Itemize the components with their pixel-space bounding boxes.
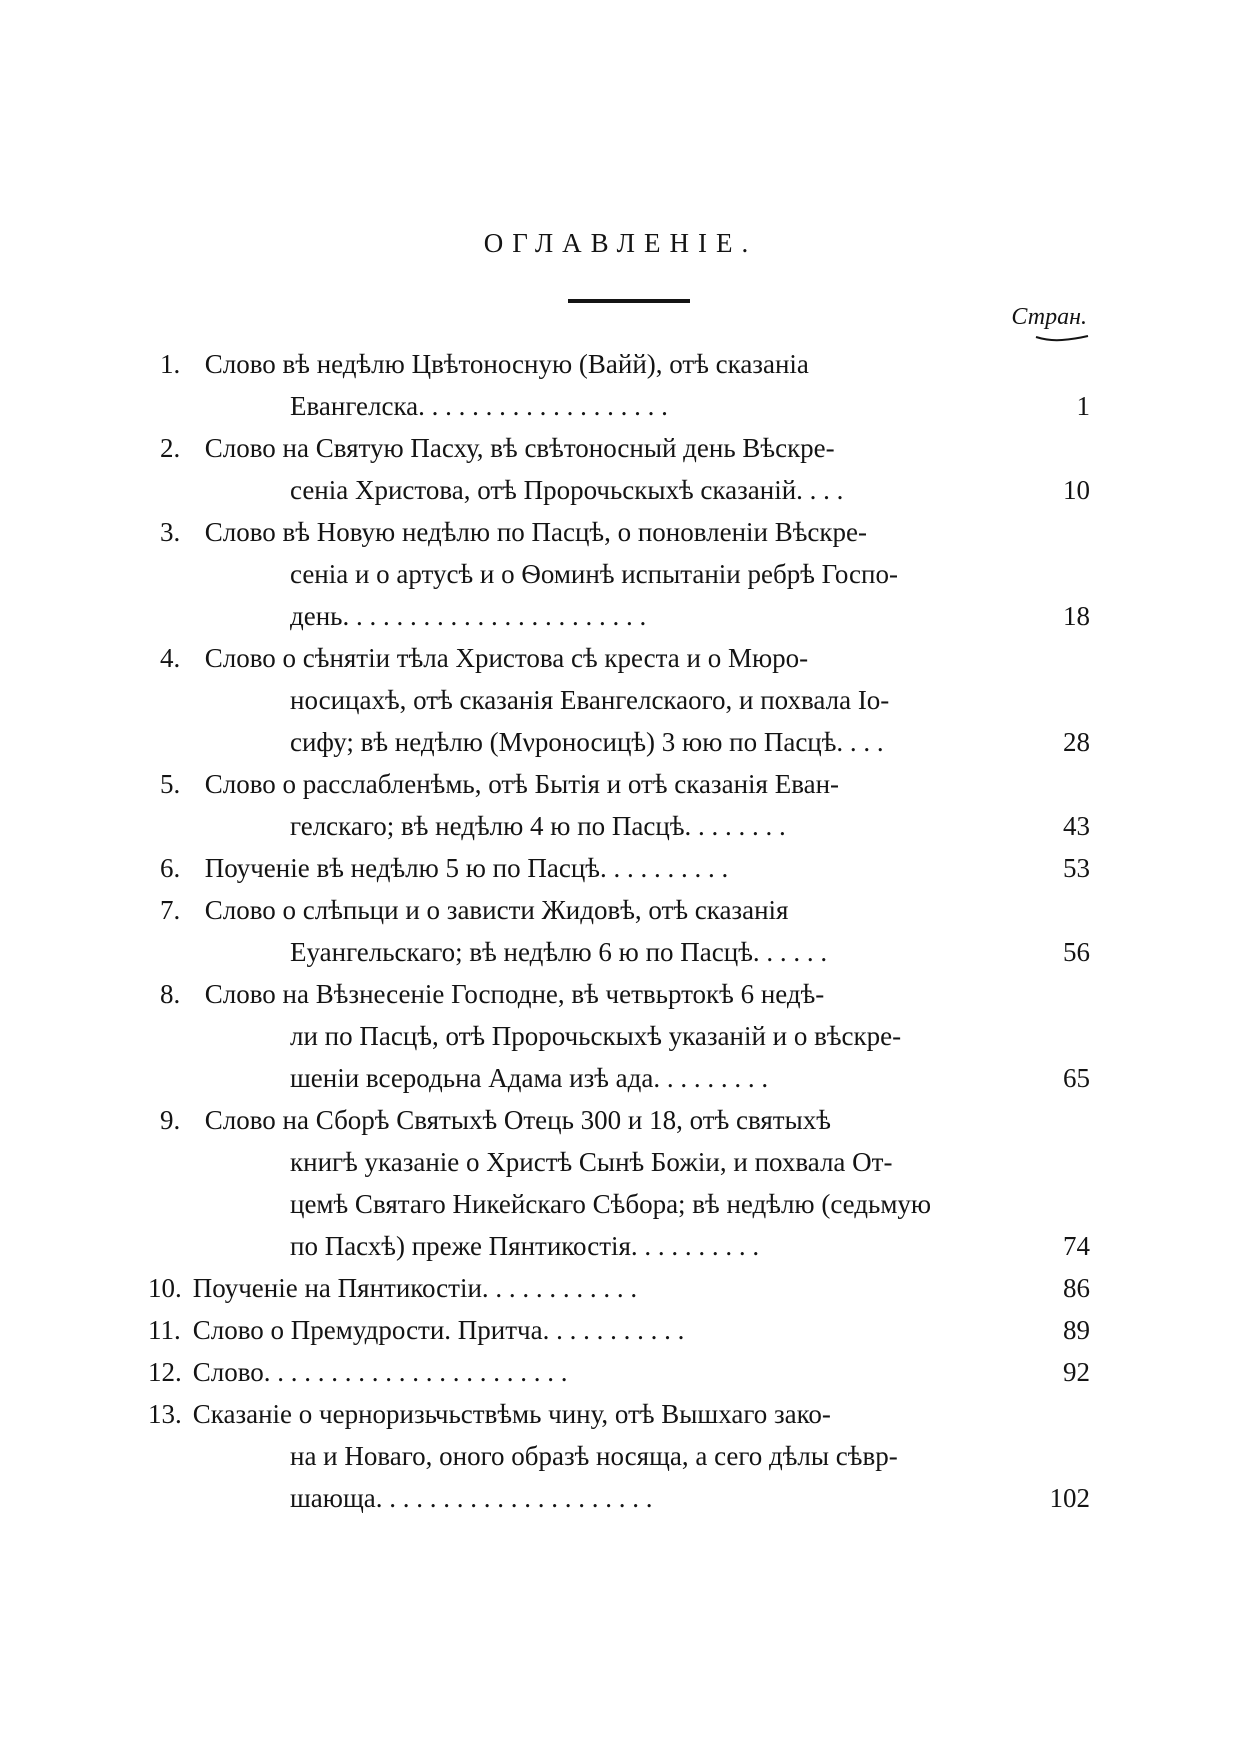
toc-entry-text: Слово вѣ недѣлю Цвѣтоносную (Вайй), отѣ сказаніа (204, 349, 809, 379)
toc-entry-11-page: 89 (1063, 1315, 1090, 1345)
toc-entry-text: Сказаніе о черноризьчьствѣмь чину, отѣ Вышхаго зако- (192, 1399, 831, 1429)
toc-entry-1-page: 1 (1076, 391, 1090, 421)
toc-entry-9-line-4: по Пасхѣ) преже Пянтикостія. . . . . . . . . . (290, 1231, 760, 1261)
toc-entry-7-line-1 (160, 890, 788, 930)
toc-entry-9-page: 74 (1063, 1231, 1090, 1261)
toc-entry-4-line-2: носицахѣ, отѣ сказанія Евангелскаого, и похвала Іо- (290, 685, 890, 715)
toc-entry-12-line-1 (148, 1352, 568, 1392)
toc-entry-text: Слово о расслабленѣмь, отѣ Бытія и отѣ сказанія Еван- (204, 769, 840, 799)
toc-entry-text: Слово на Сборѣ Святыхѣ Отець 300 и 18, отѣ святыхѣ (204, 1105, 831, 1135)
toc-entry-13-line-2: на и Новаго, оного образѣ носяща, а сего дѣлы сѣвр- (290, 1441, 898, 1471)
toc-entry-6-line-1 (160, 848, 728, 888)
toc-entry-text: Поученіе на Пянтикостіи. . . . . . . . . . . . (192, 1273, 638, 1303)
toc-entry-4-line-1 (160, 638, 808, 678)
toc-entry-number: 5. (160, 769, 181, 799)
toc-entry-number: 12. (148, 1357, 182, 1387)
toc-entry-8-line-1 (160, 974, 824, 1014)
toc-entry-number: 11. (148, 1315, 181, 1345)
toc-entry-13-line-1 (148, 1394, 831, 1434)
toc-entry-text: Слово на Вѣзнесеніе Господне, вѣ четвьртокѣ 6 недѣ- (204, 979, 825, 1009)
toc-entry-12-page: 92 (1063, 1357, 1090, 1387)
toc-entry-9-line-3: цемѣ Святаго Никейскаго Сѣбора; вѣ недѣлю (седьмую (290, 1189, 932, 1219)
toc-entry-number: 7. (160, 895, 181, 925)
toc-entry-text: Поученіе вѣ недѣлю 5 ю по Пасцѣ. . . . . . . . . . (204, 853, 729, 883)
toc-entry-3-line-2: сеніа и о артусѣ и о Ѳоминѣ испытаніи ребрѣ Госпо- (290, 559, 898, 589)
pages-column-heading: Стран. (1011, 304, 1087, 330)
toc-entry-number: 8. (160, 979, 181, 1009)
toc-entry-5-page: 43 (1063, 811, 1090, 841)
toc-entry-number: 6. (160, 853, 181, 883)
toc-entry-2-page: 10 (1063, 475, 1090, 505)
toc-entry-8-line-2: ли по Пасцѣ, отѣ Пророчьскыхѣ указаній и о вѣскре- (290, 1021, 902, 1051)
toc-entry-6-page: 53 (1063, 853, 1090, 883)
toc-entry-1-line-2: Евангелска. . . . . . . . . . . . . . . . . . . (290, 391, 668, 421)
page-title: ОГЛАВЛЕНІЕ. (483, 228, 758, 258)
toc-entry-3-page: 18 (1063, 601, 1090, 631)
toc-entry-2-line-1 (160, 428, 835, 468)
toc-entry-number: 4. (160, 643, 181, 673)
toc-entry-9-line-2: книгѣ указаніе о Христѣ Сынѣ Божіи, и похвала От- (290, 1147, 893, 1177)
toc-entry-text: Слово о сѣнятіи тѣла Христова сѣ креста и о Мюро- (204, 643, 809, 673)
toc-entry-4-line-3: сифу; вѣ недѣлю (Мνроносицѣ) 3 юю по Пасцѣ. . . . (290, 727, 884, 757)
toc-entry-7-line-2: Еуангельскаго; вѣ недѣлю 6 ю по Пасцѣ. . . . . . (290, 937, 828, 967)
toc-entry-text: Слово о слѣпьци и о зависти Жидовѣ, отѣ сказанія (204, 895, 789, 925)
toc-entry-3-line-3: день. . . . . . . . . . . . . . . . . . . . . . . (290, 601, 647, 631)
toc-entry-11-line-1 (148, 1310, 684, 1350)
toc-entry-1-line-1 (160, 344, 809, 384)
toc-entry-10-line-1 (148, 1268, 637, 1308)
toc-entry-2-line-2: сеніа Христова, отѣ Пророчьскыхѣ сказаній. . . . (290, 475, 844, 505)
toc-entry-8-line-3: шеніи всеродьна Адама изѣ ада. . . . . . . . . (290, 1063, 769, 1093)
toc-entry-13-page: 102 (1049, 1483, 1090, 1513)
toc-entry-text: Слово вѣ Новую недѣлю по Пасцѣ, о поновленіи Вѣскре- (204, 517, 867, 547)
toc-entry-8-page: 65 (1063, 1063, 1090, 1093)
toc-entry-9-line-1 (160, 1100, 831, 1140)
toc-entry-text: Слово на Святую Пасху, вѣ свѣтоносный день Вѣскре- (204, 433, 835, 463)
toc-entry-number: 13. (148, 1399, 182, 1429)
toc-entry-text: Слово о Премудрости. Притча. . . . . . . . . . . (192, 1315, 685, 1345)
toc-entry-number: 10. (148, 1273, 182, 1303)
toc-entry-text: Слово. . . . . . . . . . . . . . . . . . . . . . . (192, 1357, 568, 1387)
toc-entry-5-line-1 (160, 764, 839, 804)
toc-entry-number: 2. (160, 433, 181, 463)
toc-entry-10-page: 86 (1063, 1273, 1090, 1303)
toc-entry-number: 1. (160, 349, 181, 379)
toc-entry-7-page: 56 (1063, 937, 1090, 967)
toc-entry-13-line-3: шающа. . . . . . . . . . . . . . . . . . . . . (290, 1483, 653, 1513)
toc-entry-5-line-2: гелскаго; вѣ недѣлю 4 ю по Пасцѣ. . . . . . . . (290, 811, 786, 841)
toc-entry-number: 9. (160, 1105, 181, 1135)
toc-entry-4-page: 28 (1063, 727, 1090, 757)
toc-entry-number: 3. (160, 517, 181, 547)
toc-entry-3-line-1 (160, 512, 867, 552)
